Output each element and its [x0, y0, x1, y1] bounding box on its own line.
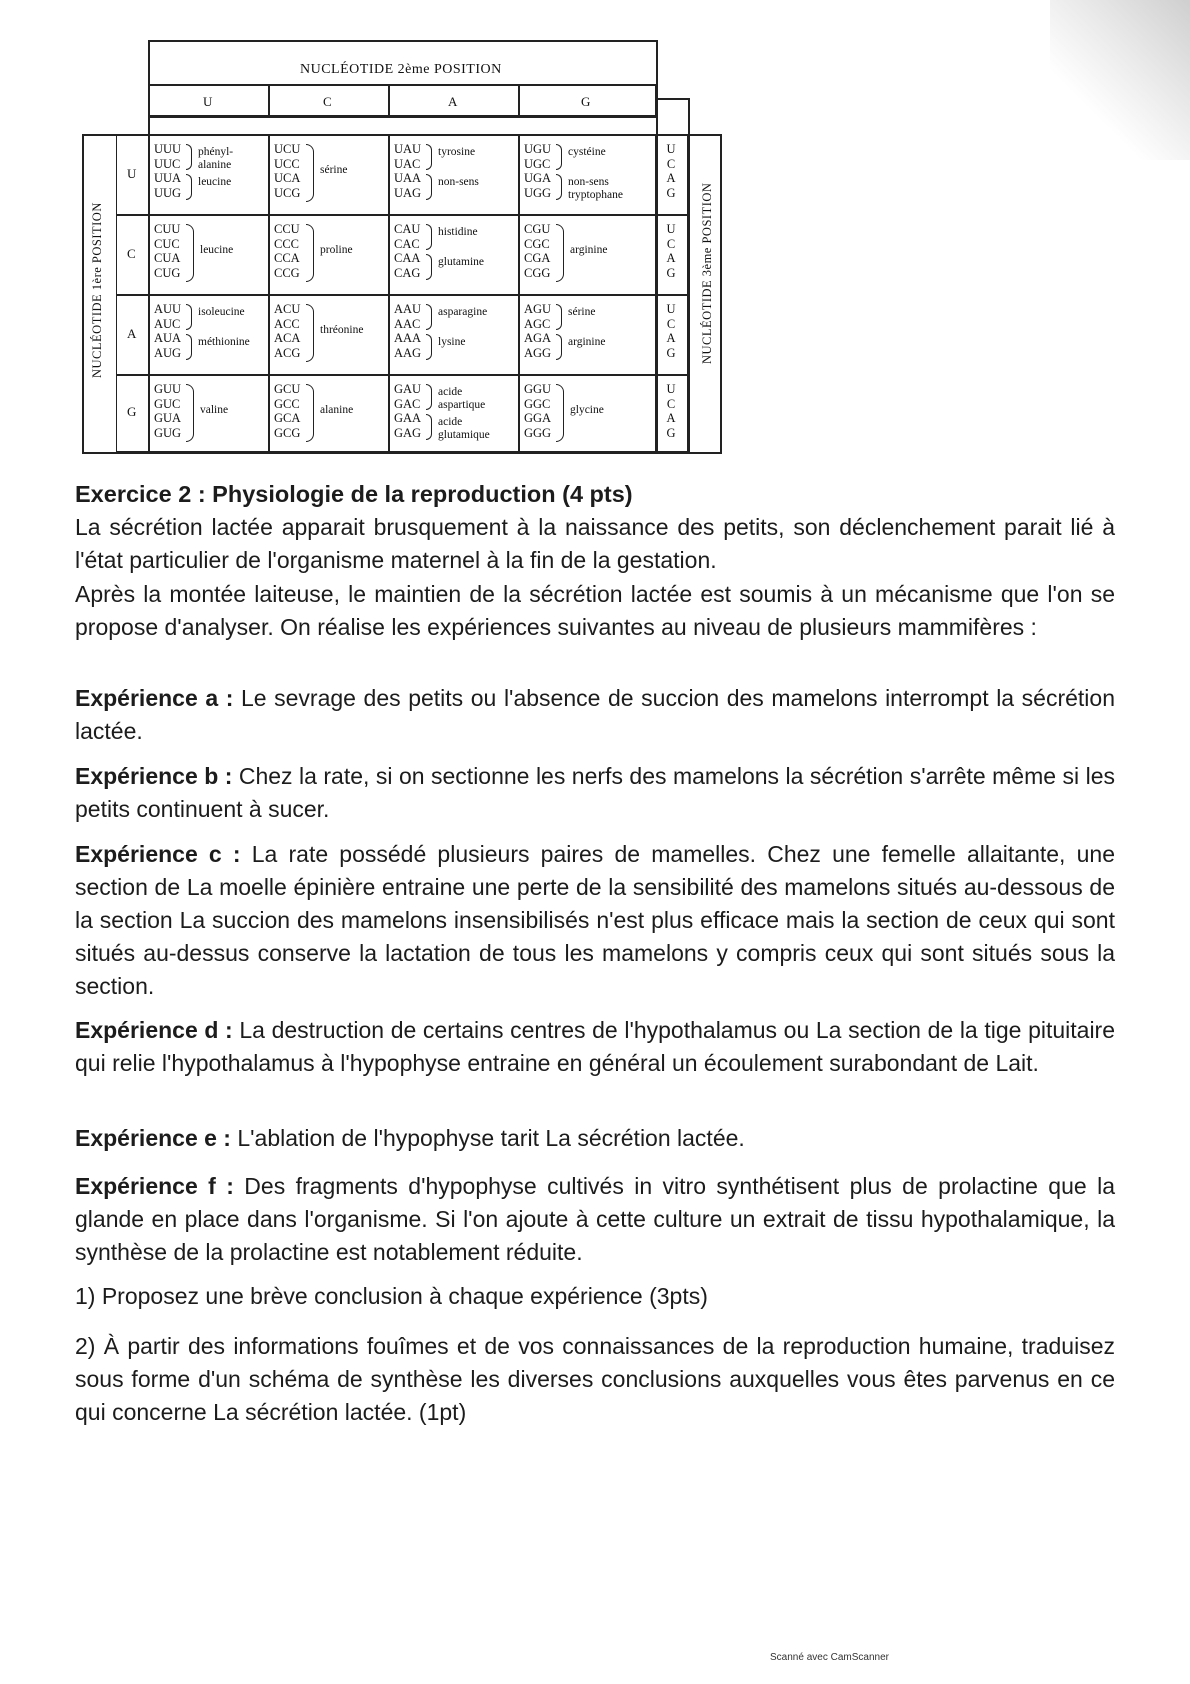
scanner-watermark: Scanné avec CamScanner: [770, 1652, 889, 1663]
brace: [186, 304, 192, 330]
row-label-A: A: [127, 326, 137, 341]
exercise-context: Après la montée laiteuse, le maintien de la sécrétion lactée est soumis à un mécanisme que l'on se propose d'analyser. On réalise les expériences suivantes au niveau de plusieurs mammifères :: [75, 581, 1115, 640]
experiment-e: [75, 1122, 1115, 1155]
question-2: [75, 1330, 1115, 1429]
first-position-title: NUCLÉOTIDE 1ère POSITION: [90, 202, 104, 378]
brace: [186, 384, 194, 442]
amino-acid-label: acide aspartique: [438, 386, 486, 411]
amino-acid-label: méthionine: [198, 336, 250, 348]
codon-list: AUU AUC AUA AUG: [154, 302, 182, 360]
column-header-C: C: [323, 94, 332, 109]
codon-list: CAU CAC CAA CAG: [394, 222, 421, 280]
third-position-letters: U C A G: [666, 222, 676, 280]
row-label-C: C: [127, 246, 136, 261]
brace: [306, 144, 314, 202]
second-position-title: NUCLÉOTIDE 2ème POSITION: [300, 62, 502, 77]
brace: [306, 304, 314, 362]
brace: [556, 174, 562, 200]
question-text: À partir des informations fouîmes et de vos connaissances de la reproduction humaine, traduisez sous forme d'un schéma de synthèse les diverses conclusions auxquelles vous êtes parvenus en ce qui concerne La sécrétion lactée. (1pt): [75, 1333, 1115, 1425]
experiment-label: Expérience c :: [75, 841, 241, 867]
brace: [556, 224, 564, 282]
brace: [556, 144, 562, 170]
amino-acid-label: cystéine: [568, 146, 606, 158]
codon-list: UGU UGC UGA UGG: [524, 142, 552, 200]
amino-acid-label: lysine: [438, 336, 466, 348]
brace: [426, 174, 432, 200]
brace: [426, 254, 432, 280]
brace: [426, 334, 432, 360]
codon-list: CGU CGC CGA CGG: [524, 222, 551, 280]
experiment-label: Expérience b :: [75, 763, 233, 789]
experiment-f: [75, 1170, 1115, 1269]
amino-acid-label: thréonine: [320, 324, 364, 336]
row-label-U: U: [127, 166, 137, 181]
experiment-text: Des fragments d'hypophyse cultivés in vitro synthétisent plus de prolactine que la glande en place dans l'organisme. Si l'on ajoute à cette culture un extrait de tissu hypothalamique, la synthèse de la prolactine est notablement réduite.: [75, 1173, 1115, 1265]
experiment-label: Expérience a :: [75, 685, 234, 711]
brace: [556, 334, 562, 360]
experiment-text: Chez la rate, si on sectionne les nerfs des mamelons la sécrétion s'arrête même si les petits continuent à sucer.: [75, 763, 1115, 822]
amino-acid-label: isoleucine: [198, 306, 245, 318]
question-number: 1): [75, 1283, 96, 1309]
brace: [426, 414, 432, 440]
column-header-G: G: [581, 94, 591, 109]
amino-acid-label: non-sens tryptophane: [568, 176, 623, 201]
amino-acid-label: sérine: [568, 306, 596, 318]
amino-acid-label: arginine: [570, 244, 608, 256]
amino-acid-label: histidine: [438, 226, 478, 238]
codon-list: ACU ACC ACA ACG: [274, 302, 301, 360]
amino-acid-label: tyrosine: [438, 146, 476, 158]
codon-list: GAU GAC GAA GAG: [394, 382, 422, 440]
experiment-text: Le sevrage des petits ou l'absence de succion des mamelons interrompt la sécrétion lactée.: [75, 685, 1116, 744]
exercise-title: Exercice 2 : Physiologie de la reproduction (4 pts): [75, 481, 633, 507]
codon-list: AAU AAC AAA AAG: [394, 302, 422, 360]
column-header-U: U: [203, 94, 213, 109]
experiment-label: Expérience e :: [75, 1125, 231, 1151]
amino-acid-label: leucine: [200, 244, 234, 256]
amino-acid-label: glutamine: [438, 256, 484, 268]
experiment-text: La rate possédé plusieurs paires de mamelles. Chez une femelle allaitante, une section de La moelle épinière entraine une perte de la sensibilité des mamelons situés au-dessous de la section La succion des mamelons insensibilisés n'est plus efficace mais la section de ceux qui sont situés au-dessus conserve la lactation de tous les mamelons y compris ceux qui sont situés sous la section.: [75, 841, 1115, 999]
brace: [186, 224, 194, 282]
row-label-G: G: [127, 404, 137, 419]
brace: [306, 384, 314, 442]
codon-list: GCU GCC GCA GCG: [274, 382, 301, 440]
third-position-title: NUCLÉOTIDE 3ème POSITION: [700, 182, 714, 364]
exercise-section: [75, 478, 1115, 577]
codon-list: UUU UUC UUA UUG: [154, 142, 182, 200]
amino-acid-label: acide glutamique: [438, 416, 490, 441]
brace: [426, 144, 432, 170]
third-position-letters: U C A G: [666, 142, 676, 200]
brace: [306, 224, 314, 282]
question-number: 2): [75, 1333, 96, 1359]
question-1: [75, 1280, 1115, 1313]
experiment-a: [75, 682, 1115, 748]
brace: [426, 304, 432, 330]
third-position-letters: U C A G: [666, 302, 676, 360]
amino-acid-label: sérine: [320, 164, 348, 176]
brace: [186, 174, 192, 200]
codon-list: CCU CCC CCA CCG: [274, 222, 300, 280]
codon-list: CUU CUC CUA CUG: [154, 222, 181, 280]
brace: [426, 384, 432, 410]
experiment-text: L'ablation de l'hypophyse tarit La sécrétion lactée.: [230, 1125, 745, 1151]
codon-list: GGU GGC GGA GGG: [524, 382, 552, 440]
brace: [186, 144, 192, 170]
question-text: Proposez une brève conclusion à chaque expérience (3pts): [95, 1283, 708, 1309]
amino-acid-label: proline: [320, 244, 353, 256]
exercise-intro: La sécrétion lactée apparait brusquement à la naissance des petits, son déclenchement parait lié à l'état particulier de l'organisme maternel à la fin de la gestation.: [75, 514, 1115, 573]
codon-list: GUU GUC GUA GUG: [154, 382, 182, 440]
experiment-c: [75, 838, 1115, 1003]
column-header-A: A: [448, 94, 458, 109]
experiment-text: La destruction de certains centres de l'hypothalamus ou La section de la tige pituitaire qui relie l'hypothalamus à l'hypophyse entraine en général un écoulement surabondant de Lait.: [75, 1017, 1116, 1076]
amino-acid-label: non-sens: [438, 176, 479, 188]
brace: [426, 224, 432, 250]
amino-acid-label: glycine: [570, 404, 604, 416]
experiment-d: [75, 1014, 1115, 1080]
third-position-letters: U C A G: [666, 382, 676, 440]
experiment-label: Expérience f :: [75, 1173, 234, 1199]
codon-list: UAU UAC UAA UAG: [394, 142, 422, 200]
brace: [556, 304, 562, 330]
brace: [556, 384, 564, 442]
codon-list: AGU AGC AGA AGG: [524, 302, 552, 360]
amino-acid-label: phényl- alanine: [198, 146, 234, 171]
amino-acid-label: alanine: [320, 404, 354, 416]
amino-acid-label: arginine: [568, 336, 606, 348]
amino-acid-label: asparagine: [438, 306, 488, 318]
experiment-b: [75, 760, 1115, 826]
amino-acid-label: valine: [200, 404, 229, 416]
codon-list: UCU UCC UCA UCG: [274, 142, 301, 200]
amino-acid-label: leucine: [198, 176, 232, 188]
genetic-code-table: [82, 36, 772, 488]
brace: [186, 334, 192, 360]
page-corner-shadow: [1050, 0, 1190, 160]
experiment-label: Expérience d :: [75, 1017, 233, 1043]
